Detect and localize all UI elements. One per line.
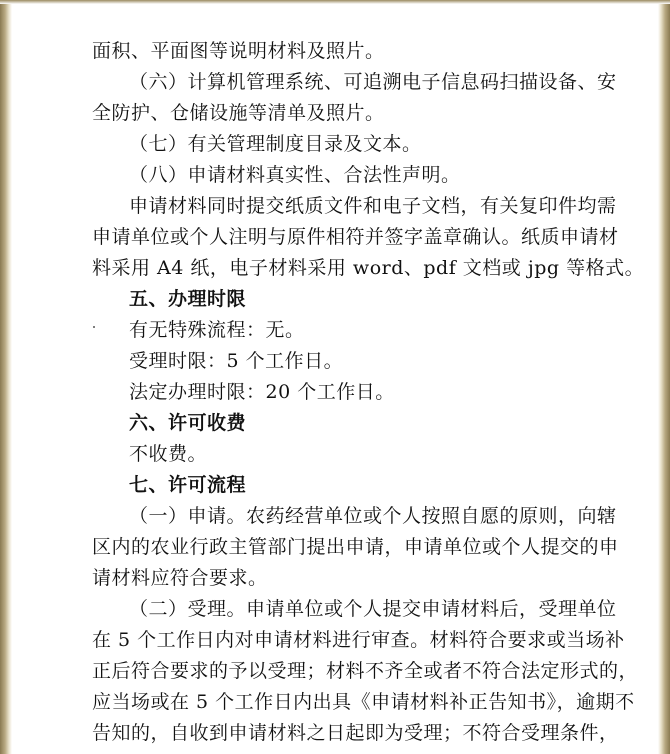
page-edge-left — [0, 0, 12, 754]
text-line: 区内的农业行政主管部门提出申请，申请单位或个人提交的申 — [92, 536, 619, 558]
text-line: 申请材料同时提交纸质文件和电子文档，有关复印件均需 — [129, 195, 617, 217]
text-line: （七）有关管理制度目录及文本。 — [129, 133, 422, 155]
page-edge-top — [0, 0, 670, 4]
section-heading: 七、许可流程 — [129, 474, 247, 496]
text-line: 不收费。 — [129, 443, 208, 465]
text-line: 料采用 A4 纸，电子材料采用 word、pdf 文档或 jpg 等格式。 — [92, 257, 645, 279]
section-heading: 五、办理时限 — [129, 288, 247, 310]
text-line: 全防护、仓储设施等清单及照片。 — [92, 102, 385, 124]
section-heading: 六、许可收费 — [129, 412, 247, 434]
text-line: 告知的，自收到申请材料之日起即为受理；不符合受理条件， — [92, 722, 619, 744]
text-line: （八）申请材料真实性、合法性声明。 — [129, 164, 461, 186]
text-line: （一）申请。农药经营单位或个人按照自愿的原则，向辖 — [129, 505, 617, 527]
text-line: 应当场或在 5 个工作日内出具《申请材料补正告知书》，逾期不 — [92, 691, 635, 713]
text-line: 在 5 个工作日内对申请材料进行审查。材料符合要求或当场补 — [92, 629, 625, 651]
page-edge-right — [658, 0, 670, 754]
text-line: 受理时限：5 个工作日。 — [129, 350, 344, 372]
text-line: 有无特殊流程：无。 — [129, 319, 305, 341]
text-line: 正后符合要求的予以受理；材料不齐全或者不符合法定形式的， — [92, 660, 639, 682]
text-line: 面积、平面图等说明材料及照片。 — [92, 40, 385, 62]
text-line: 法定办理时限：20 个工作日。 — [129, 381, 395, 403]
text-line: （六）计算机管理系统、可追溯电子信息码扫描设备、安 — [129, 71, 617, 93]
text-line: （二）受理。申请单位或个人提交申请材料后，受理单位 — [129, 598, 617, 620]
text-line: 申请单位或个人注明与原件相符并签字盖章确认。纸质申请材 — [92, 226, 619, 248]
text-line: 请材料应符合要求。 — [92, 567, 268, 589]
scan-speck — [93, 326, 95, 328]
